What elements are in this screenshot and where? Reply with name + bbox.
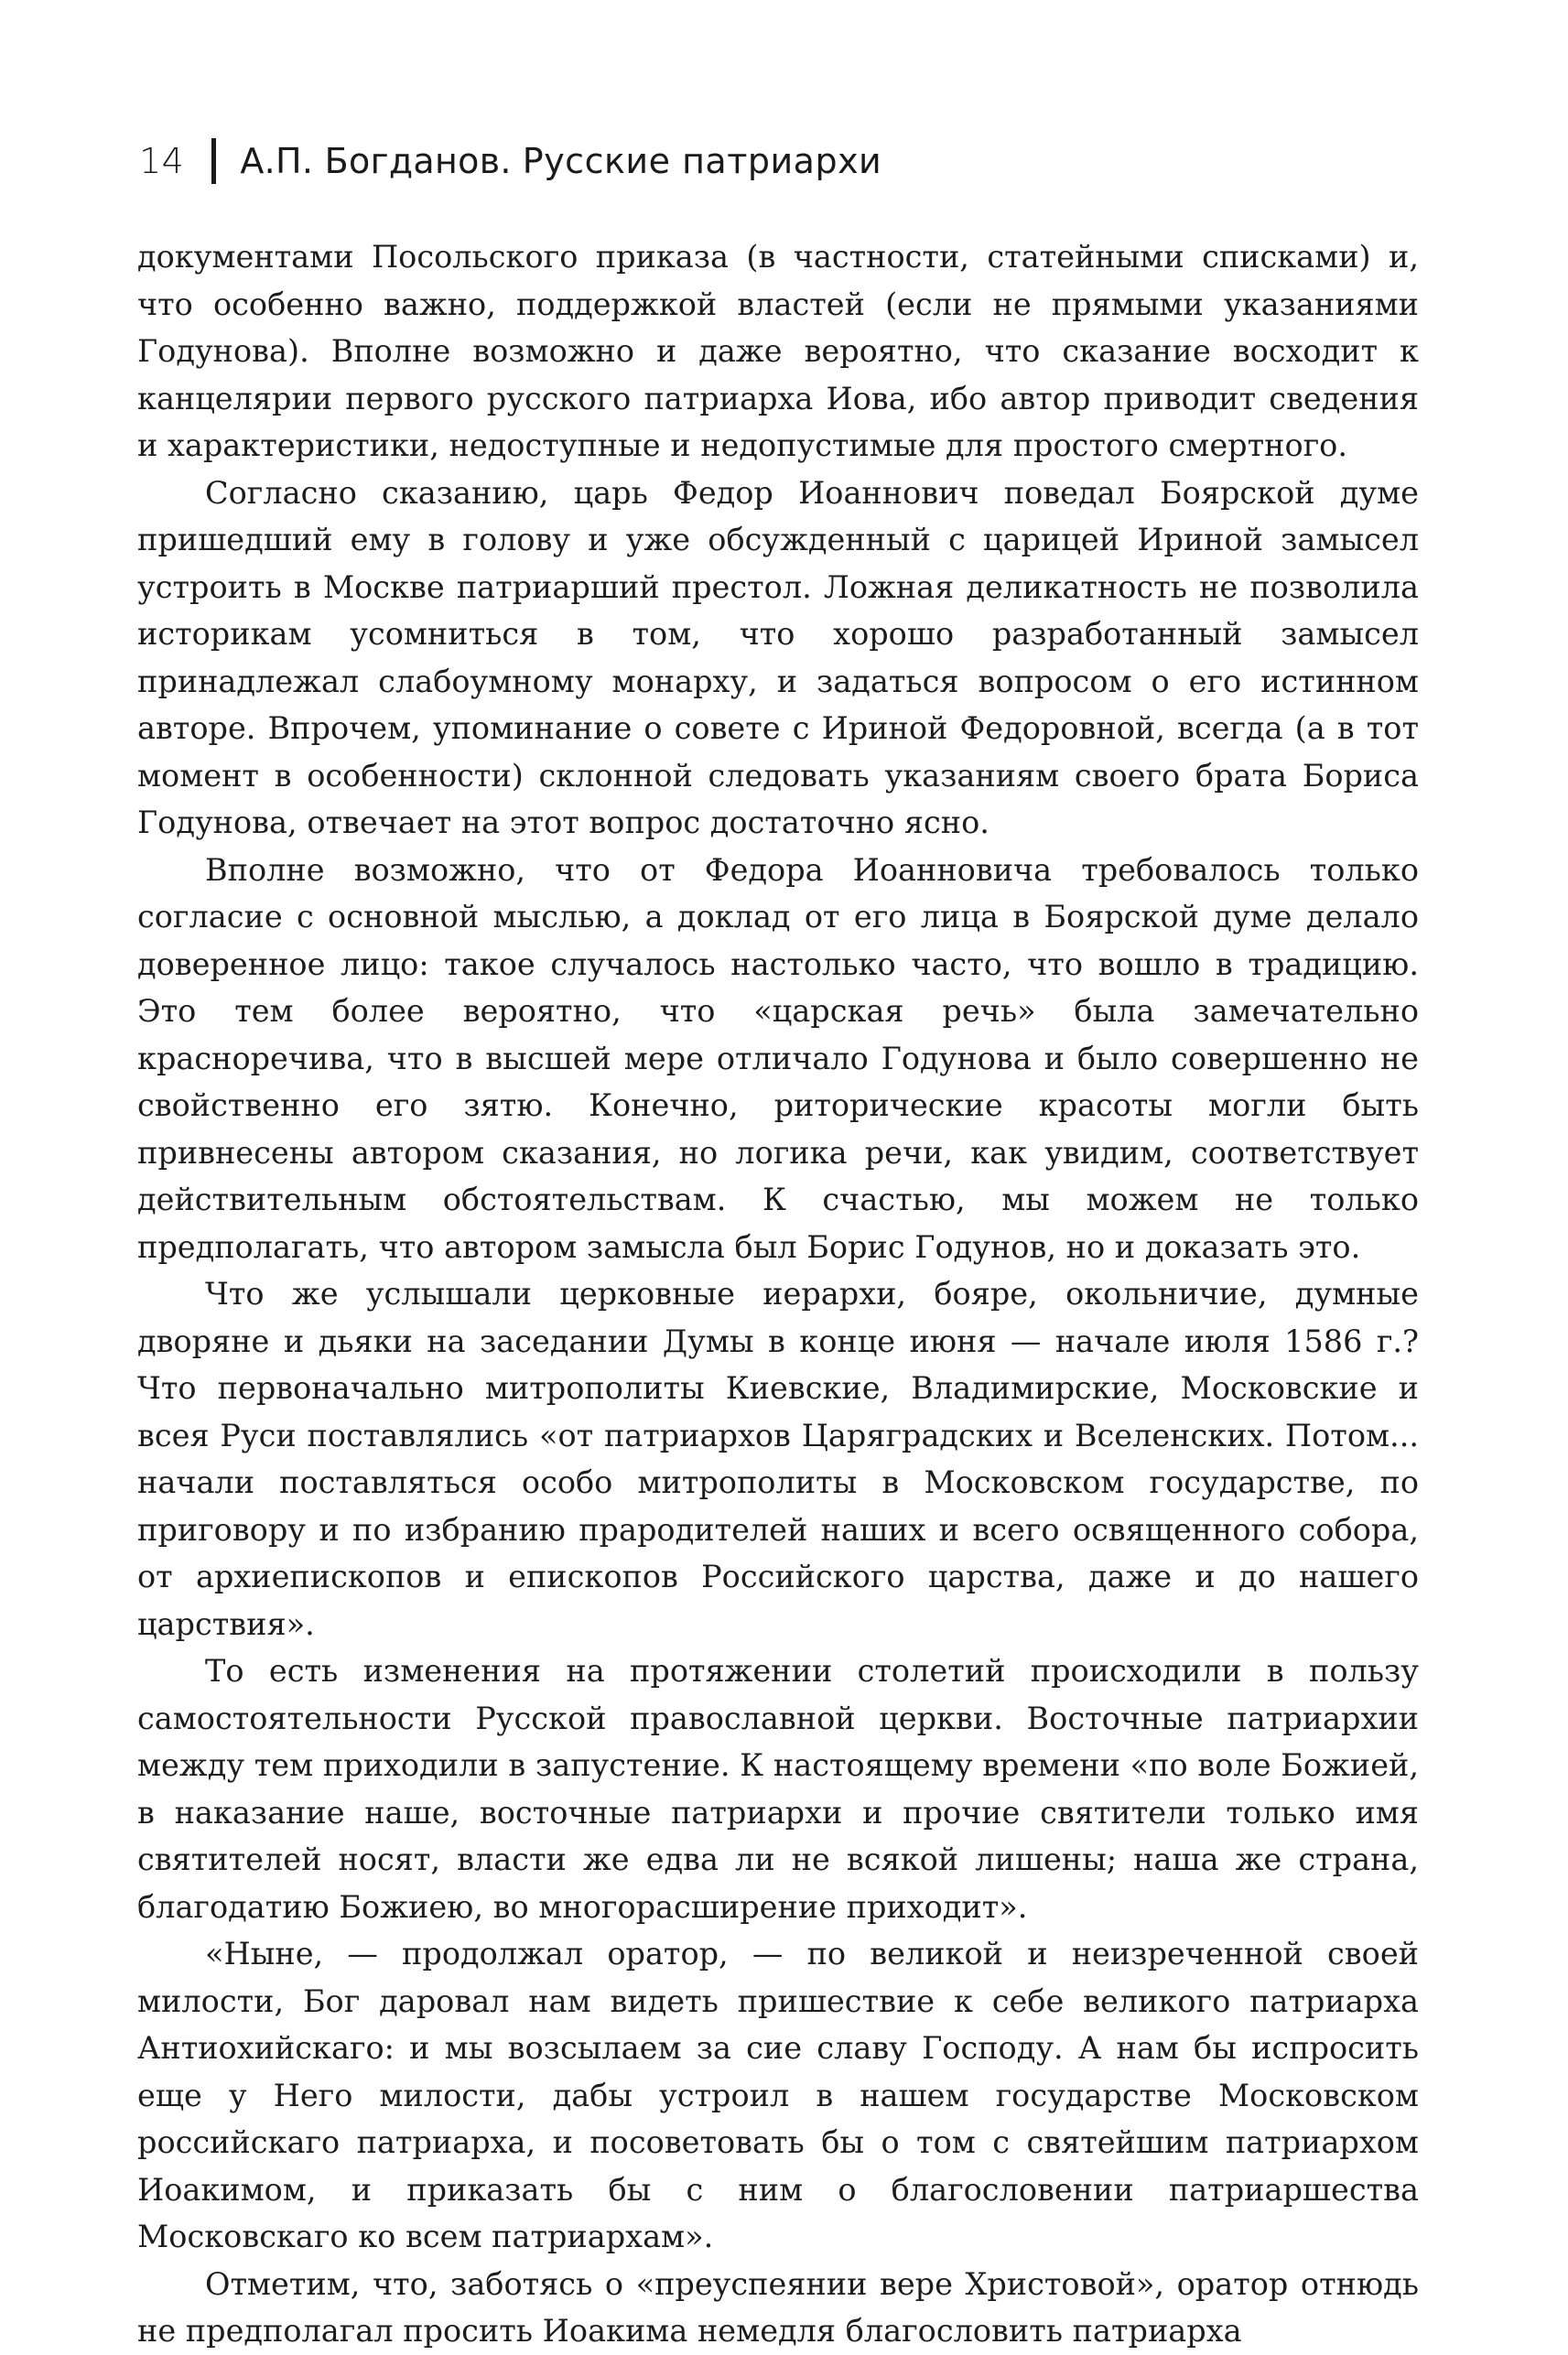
header-divider xyxy=(211,138,216,184)
running-header xyxy=(139,137,881,185)
page-number: 14 xyxy=(139,141,185,181)
paragraph-3: Вполне возможно, что от Федора Иоанновича требовалось только согласие с основной мыслью, а доклад от его лица в Боярской думе делало доверенное лицо: такое случалось настолько часто, что вошло в традицию. Это тем более вероятно, что «царская речь» была замечательно красноречива, что в высшей мере отличало Годунова и было совершенно не свойственно его зятю. Конечно, риторические красоты могли быть привнесены автором сказания, но логика речи, как увидим, соответствует действительным обстоятельствам. К счастью, мы можем не только предполагать, что автором замысла был Борис Годунов, но и доказать это. xyxy=(137,851,1419,1265)
paragraph-4: Что же услышали церковные иерархи, бояре, окольничие, думные дворяне и дьяки на заседании Думы в конце июня — начале июля 1586 г.? Что первоначально митрополиты Киевские, Владимирские, Московские и всея Руси поставлялись «от патриархов Царяградских и Вселенских. Потом... начали поставляться особо митрополиты в Московском государстве, по приговору и по избранию прародителей наших и всего освященного собора, от архиепископов и епископов Российского царства, даже и до нашего царствия». xyxy=(137,1276,1419,1642)
body-text xyxy=(137,233,1419,2355)
header-author: А.П. Богданов. xyxy=(240,141,512,181)
paragraph-1: документами Посольского приказа (в частности, статейными списками) и, что особенно важно, поддержкой властей (если не прямыми указаниями Годунова). Вполне возможно и даже вероятно, что сказание восходит к канцелярии первого русского патриарха Иова, ибо автор приводит сведения и характеристики, недоступные и недопустимые для простого смертного. xyxy=(137,239,1419,463)
paragraph-5: То есть изменения на протяжении столетий происходили в пользу самостоятельности Русской православной церкви. Восточные патриархии между тем приходили в запустение. К настоящему времени «по воле Божией, в наказание наше, восточные патриархи и прочие святители только имя святителей носят, власти же едва ли не всякой лишены; наша же страна, благодатию Божиею, во многорасширение приходит». xyxy=(137,1653,1419,1925)
paragraph-6: «Ныне, — продолжал оратор, — по великой и неизреченной своей милости, Бог даровал нам видеть пришествие к себе великого патриарха Антиохийскаго: и мы возсылаем за сие славу Господу. А нам бы испросить еще у Него милости, дабы устроил в нашем государстве Московском российскаго патриарха, и посоветовать бы о том с святейшим патриархом Иоакимом, и приказать бы с ним о благословении патриаршества Московскаго ко всем патриархам». xyxy=(137,1936,1419,2254)
paragraph-7: Отметим, что, заботясь о «преуспеянии вере Христовой», оратор отнюдь не предполагал просить Иоакима немедля благословить патриарха xyxy=(137,2265,1419,2349)
header-book-title: Русские патриархи xyxy=(522,141,882,181)
paragraph-2: Согласно сказанию, царь Федор Иоаннович поведал Боярской думе пришедший ему в голову и уже обсужденный с царицей Ириной замысел устроить в Москве патриарший престол. Ложная деликатность не позволила историкам усомниться в том, что хорошо разработанный замысел принадлежал слабоумному монарху, и задаться вопросом о его истинном авторе. Впрочем, упоминание о совете с Ириной Федоровной, всегда (а в тот момент в особенности) склонной следовать указаниям своего брата Бориса Годунова, отвечает на этот вопрос достаточно ясно. xyxy=(137,474,1419,840)
